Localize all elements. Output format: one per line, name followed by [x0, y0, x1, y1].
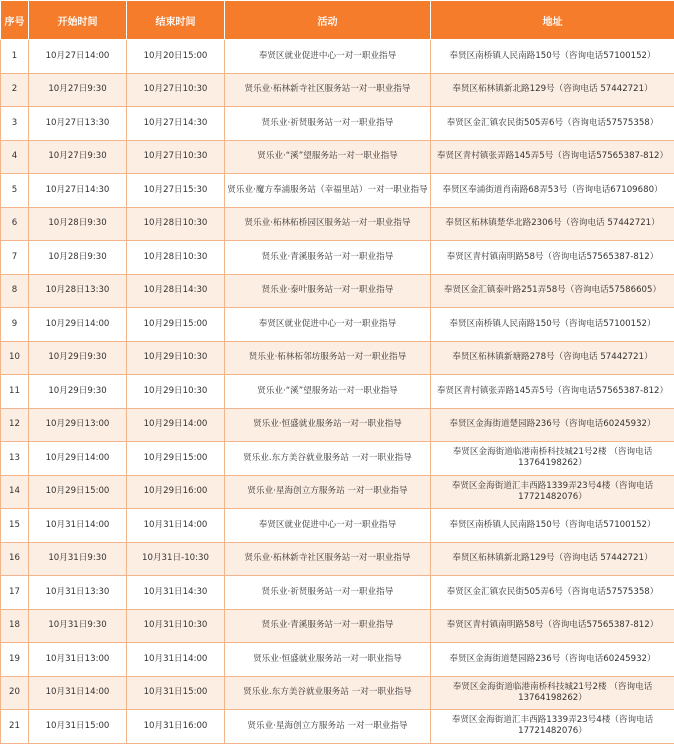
row-number-cell: 1	[1, 40, 29, 74]
activity-name-cell: 贤乐业·恒盛就业服务站一对一职业指导	[225, 408, 431, 442]
end-time-cell: 10月31日14:00	[127, 643, 225, 677]
activity-name-cell: 贤乐业·柘林柘邻坊服务站一对一职业指导	[225, 341, 431, 375]
row-number-cell: 16	[1, 542, 29, 576]
table-row	[1, 710, 674, 744]
row-number-cell: 3	[1, 107, 29, 141]
end-time-cell: 10月20日15:00	[127, 40, 225, 74]
address-cell: 奉贤区青村镇张弄路145弄5号（咨询电话57565387-812）	[431, 375, 674, 409]
activity-name-cell: 贤乐业·柘林新寺社区服务站一对一职业指导	[225, 542, 431, 576]
start-time-cell: 10月29日9:30	[29, 375, 127, 409]
start-time-cell: 10月31日9:30	[29, 542, 127, 576]
row-number-cell: 11	[1, 375, 29, 409]
address-cell: 奉贤区金汇镇农民街505弄6号（咨询电话57575358）	[431, 576, 674, 610]
table-row	[1, 408, 674, 442]
address-cell: 奉贤区金海街道楚园路236号（咨询电话60245932）	[431, 643, 674, 677]
start-time-cell: 10月27日9:30	[29, 73, 127, 107]
row-number-cell: 12	[1, 408, 29, 442]
row-number-cell: 10	[1, 341, 29, 375]
start-time-cell: 10月28日9:30	[29, 207, 127, 241]
row-number-cell: 2	[1, 73, 29, 107]
address-cell: 奉贤区金汇镇农民街505弄6号（咨询电话57575358）	[431, 107, 674, 141]
start-time-cell: 10月27日9:30	[29, 140, 127, 174]
address-cell: 奉贤区南桥镇人民南路150号（咨询电话57100152）	[431, 40, 674, 74]
activity-name-cell: 贤乐业·祈贤服务站一对一职业指导	[225, 576, 431, 610]
start-time-cell: 10月29日13:00	[29, 408, 127, 442]
table-row	[1, 475, 674, 509]
activity-name-cell: 贤乐业·“溪”望服务站一对一职业指导	[225, 140, 431, 174]
row-number-cell: 15	[1, 509, 29, 543]
row-number-cell: 4	[1, 140, 29, 174]
end-time-cell: 10月29日14:00	[127, 408, 225, 442]
end-time-cell: 10月28日10:30	[127, 207, 225, 241]
address-cell: 奉贤区金海街道临港南桥科技城21号2楼 （咨询电话13764198262）	[431, 676, 674, 710]
header-start-time: 开始时间	[29, 1, 127, 40]
table-row	[1, 207, 674, 241]
table-row	[1, 643, 674, 677]
end-time-cell: 10月27日14:30	[127, 107, 225, 141]
end-time-cell: 10月31日-10:30	[127, 542, 225, 576]
header-no: 序号	[1, 1, 29, 40]
address-cell: 奉贤区柘林镇新塘路278号（咨询电话 57442721）	[431, 341, 674, 375]
address-cell: 奉贤区青村镇张弄路145弄5号（咨询电话57565387-812）	[431, 140, 674, 174]
end-time-cell: 10月29日15:00	[127, 308, 225, 342]
end-time-cell: 10月31日15:00	[127, 676, 225, 710]
activity-name-cell: 贤乐业·青溪服务站一对一职业指导	[225, 609, 431, 643]
row-number-cell: 7	[1, 241, 29, 275]
activity-name-cell: 贤乐业·柘林新寺社区服务站一对一职业指导	[225, 73, 431, 107]
start-time-cell: 10月29日15:00	[29, 475, 127, 509]
table-row	[1, 375, 674, 409]
end-time-cell: 10月31日14:00	[127, 509, 225, 543]
row-number-cell: 19	[1, 643, 29, 677]
start-time-cell: 10月31日14:00	[29, 676, 127, 710]
start-time-cell: 10月29日14:00	[29, 308, 127, 342]
address-cell: 奉贤区金海街道楚园路236号（咨询电话60245932）	[431, 408, 674, 442]
start-time-cell: 10月31日13:00	[29, 643, 127, 677]
address-cell: 奉贤区青村镇南明路58号（咨询电话57565387-812）	[431, 241, 674, 275]
row-number-cell: 18	[1, 609, 29, 643]
address-cell: 奉贤区金汇镇泰叶路251弄58号（咨询电话57586605）	[431, 274, 674, 308]
table-row	[1, 274, 674, 308]
end-time-cell: 10月29日16:00	[127, 475, 225, 509]
end-time-cell: 10月28日14:30	[127, 274, 225, 308]
header-row	[1, 1, 674, 40]
end-time-cell: 10月27日15:30	[127, 174, 225, 208]
activity-name-cell: 贤乐业·柘林柘桥园区服务站一对一职业指导	[225, 207, 431, 241]
table-row	[1, 73, 674, 107]
start-time-cell: 10月27日14:00	[29, 40, 127, 74]
activity-name-cell: 贤乐业·恒盛就业服务站一对一职业指导	[225, 643, 431, 677]
activity-name-cell: 贤乐业.东方美谷就业服务站 一对一职业指导	[225, 442, 431, 476]
table-row	[1, 174, 674, 208]
start-time-cell: 10月31日15:00	[29, 710, 127, 744]
end-time-cell: 10月27日10:30	[127, 140, 225, 174]
row-number-cell: 8	[1, 274, 29, 308]
address-cell: 奉贤区柘林镇新北路129号（咨询电话 57442721）	[431, 542, 674, 576]
row-number-cell: 13	[1, 442, 29, 476]
header-end-time: 结束时间	[127, 1, 225, 40]
row-number-cell: 21	[1, 710, 29, 744]
end-time-cell: 10月31日16:00	[127, 710, 225, 744]
row-number-cell: 14	[1, 475, 29, 509]
start-time-cell: 10月31日13:30	[29, 576, 127, 610]
activity-name-cell: 贤乐业.东方美谷就业服务站 一对一职业指导	[225, 676, 431, 710]
activity-name-cell: 贤乐业·“溪”望服务站一对一职业指导	[225, 375, 431, 409]
header-activity: 活动	[225, 1, 431, 40]
table-row	[1, 576, 674, 610]
row-number-cell: 6	[1, 207, 29, 241]
activity-name-cell: 贤乐业·魔方奉浦服务站（幸福里站）一对一职业指导	[225, 174, 431, 208]
activity-name-cell: 贤乐业·祈贤服务站一对一职业指导	[225, 107, 431, 141]
address-cell: 奉贤区南桥镇人民南路150号（咨询电话57100152）	[431, 509, 674, 543]
table-row	[1, 509, 674, 543]
header-address: 地址	[431, 1, 674, 40]
table-row	[1, 676, 674, 710]
row-number-cell: 17	[1, 576, 29, 610]
address-cell: 奉贤区柘林镇新北路129号（咨询电话 57442721）	[431, 73, 674, 107]
address-cell: 奉贤区柘林镇楚华北路2306号（咨询电话 57442721）	[431, 207, 674, 241]
table-row	[1, 40, 674, 74]
table-row	[1, 609, 674, 643]
address-cell: 奉贤区金海街道汇丰西路1339弄23号4楼（咨询电话17721482076）	[431, 475, 674, 509]
address-cell: 奉贤区金海街道临港南桥科技城21号2楼 （咨询电话13764198262）	[431, 442, 674, 476]
table-body	[1, 40, 674, 744]
activity-name-cell: 贤乐业·星海创立方服务站 一对一职业指导	[225, 475, 431, 509]
end-time-cell: 10月31日14:30	[127, 576, 225, 610]
end-time-cell: 10月28日10:30	[127, 241, 225, 275]
activity-name-cell: 贤乐业·星海创立方服务站 一对一职业指导	[225, 710, 431, 744]
start-time-cell: 10月31日9:30	[29, 609, 127, 643]
table-row	[1, 308, 674, 342]
table-row	[1, 140, 674, 174]
end-time-cell: 10月29日15:00	[127, 442, 225, 476]
activity-name-cell: 贤乐业·青溪服务站一对一职业指导	[225, 241, 431, 275]
end-time-cell: 10月31日10:30	[127, 609, 225, 643]
start-time-cell: 10月27日13:30	[29, 107, 127, 141]
start-time-cell: 10月27日14:30	[29, 174, 127, 208]
activity-name-cell: 奉贤区就业促进中心一对一职业指导	[225, 308, 431, 342]
address-cell: 奉贤区南桥镇人民南路150号（咨询电话57100152）	[431, 308, 674, 342]
row-number-cell: 20	[1, 676, 29, 710]
table-header	[1, 1, 674, 40]
address-cell: 奉贤区青村镇南明路58号（咨询电话57565387-812）	[431, 609, 674, 643]
row-number-cell: 9	[1, 308, 29, 342]
end-time-cell: 10月29日10:30	[127, 341, 225, 375]
table-row	[1, 107, 674, 141]
address-cell: 奉贤区金海街道汇丰西路1339弄23号4楼（咨询电话17721482076）	[431, 710, 674, 744]
table-row	[1, 542, 674, 576]
activity-name-cell: 奉贤区就业促进中心一对一职业指导	[225, 40, 431, 74]
start-time-cell: 10月29日14:00	[29, 442, 127, 476]
activity-name-cell: 奉贤区就业促进中心一对一职业指导	[225, 509, 431, 543]
end-time-cell: 10月29日10:30	[127, 375, 225, 409]
activity-name-cell: 贤乐业·泰叶服务站一对一职业指导	[225, 274, 431, 308]
row-number-cell: 5	[1, 174, 29, 208]
start-time-cell: 10月29日9:30	[29, 341, 127, 375]
table-row	[1, 341, 674, 375]
end-time-cell: 10月27日10:30	[127, 73, 225, 107]
start-time-cell: 10月28日9:30	[29, 241, 127, 275]
start-time-cell: 10月31日14:00	[29, 509, 127, 543]
table-row	[1, 241, 674, 275]
address-cell: 奉贤区奉浦街道肖南路68弄53号（咨询电话67109680）	[431, 174, 674, 208]
table-row	[1, 442, 674, 476]
start-time-cell: 10月28日13:30	[29, 274, 127, 308]
